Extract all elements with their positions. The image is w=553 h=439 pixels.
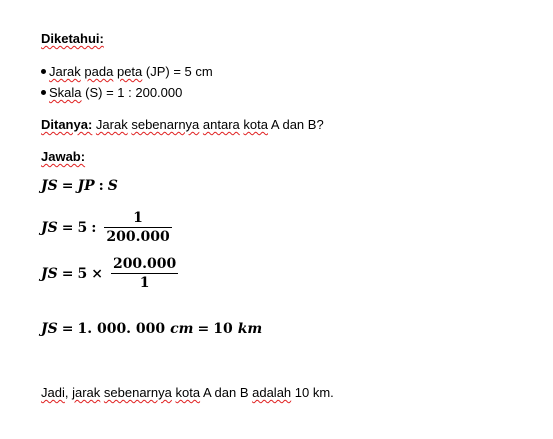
- ditanya-heading: Ditanya:: [41, 117, 93, 132]
- fraction: [104, 210, 171, 245]
- fraction-numerator: 200.000: [112, 256, 177, 272]
- equation-js-formula: JS = JP : S: [41, 178, 118, 194]
- fraction-denominator: 200.000: [106, 229, 170, 245]
- fraction-denominator: 1: [139, 275, 150, 291]
- conclusion-line: Jadi, jarak sebenarnya kota A dan B adalah 10 km.: [41, 385, 334, 400]
- equation-js-multiply: JS = 5 × $\frac{200.000}{1}$: [41, 256, 177, 291]
- diketahui-heading: Diketahui:: [41, 31, 104, 46]
- ditanya-line: Ditanya: Jarak sebenarnya antara kota A dan B?: [41, 117, 324, 132]
- fraction: [111, 256, 178, 291]
- bullet-item-jarak-peta: Jarak pada peta (JP) = 5 cm: [41, 64, 213, 79]
- bullet-icon: [41, 90, 46, 95]
- jawab-heading: Jawab:: [41, 149, 86, 164]
- bullet-icon: [41, 69, 46, 74]
- equation-js-scale: JS = 5 : $\frac{1}{200.000}$: [41, 210, 170, 245]
- bullet-item-skala: Skala (S) = 1 : 200.000: [41, 85, 182, 100]
- equation-js-result: JS = 1. 000. 000 cm = 10 km: [41, 321, 263, 337]
- fraction-numerator: 1: [133, 210, 143, 226]
